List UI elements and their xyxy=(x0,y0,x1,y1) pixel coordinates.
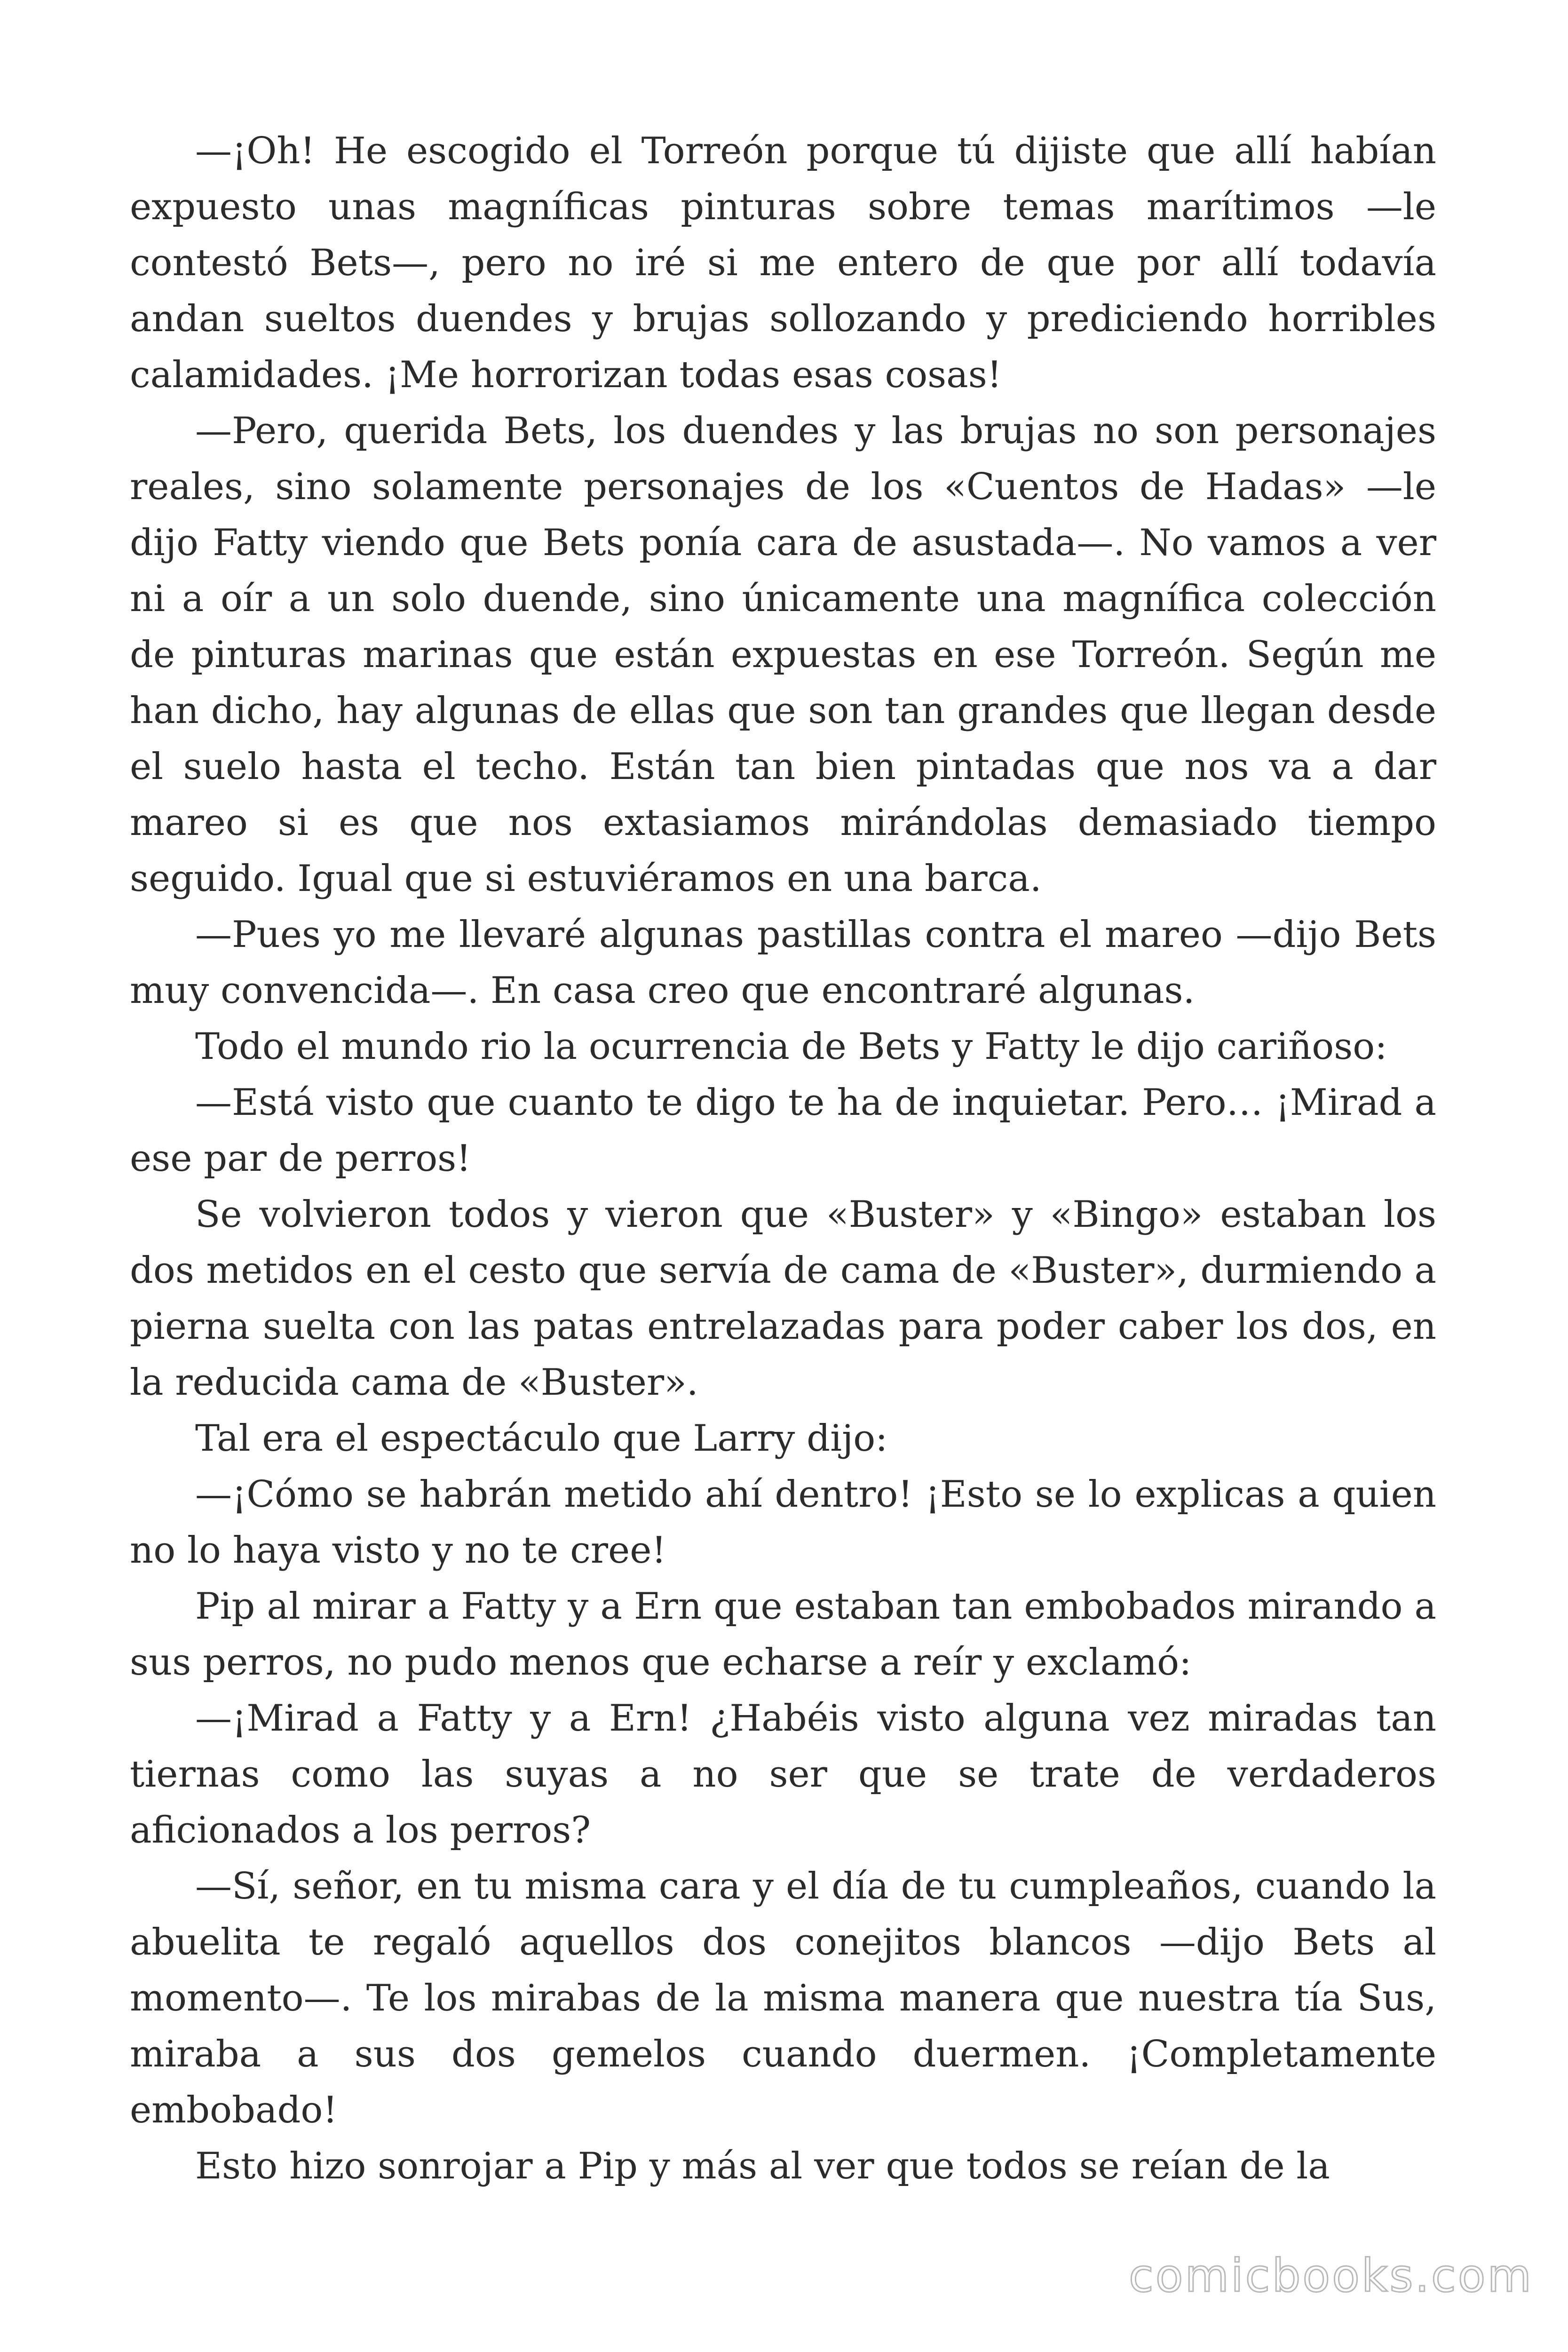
paragraph-7: Tal era el espectáculo que Larry dijo: xyxy=(195,1417,888,1460)
paragraph-10: —¡Mirad a Fatty y a Ern! ¿Habéis visto alguna vez miradas tan tiernas como las suyas a no ser que se trate de verdaderos aficionados a los perros? xyxy=(130,1697,1436,1851)
paragraph-3: —Pues yo me llevaré algunas pastillas contra el mareo —dijo Bets muy convencida—. En casa creo que encontraré algunas. xyxy=(130,914,1436,1012)
paragraph-4: Todo el mundo rio la ocurrencia de Bets y Fatty le dijo cariñoso: xyxy=(195,1025,1387,1068)
paragraph-6: Se volvieron todos y vieron que «Buster» y «Bingo» estaban los dos metidos en el cesto que servía de cama de «Buster», durmiendo a pierna suelta con las patas entrelazadas para poder caber los dos, en la reducida cama de «Buster». xyxy=(130,1193,1436,1404)
watermark-logo: comicbooks.com xyxy=(1128,2249,1533,2302)
body-text xyxy=(130,123,1436,2194)
paragraph-2: —Pero, querida Bets, los duendes y las brujas no son personajes reales, sino solamente personajes de los «Cuentos de Hadas» —le dijo Fatty viendo que Bets ponía cara de asustada—. No vamos a ver ni a oír a un solo duende, sino únicamente una magnífica colección de pinturas marinas que están expuestas en ese Torreón. Según me han dicho, hay algunas de ellas que son tan grandes que llegan desde el suelo hasta el techo. Están tan bien pintadas que nos va a dar mareo si es que nos extasiamos mirándolas demasiado tiempo seguido. Igual que si estuviéramos en una barca. xyxy=(130,410,1436,900)
paragraph-12: Esto hizo sonrojar a Pip y más al ver que todos se reían de la xyxy=(195,2145,1330,2187)
paragraph-11: —Sí, señor, en tu misma cara y el día de tu cumpleaños, cuando la abuelita te regaló aquellos dos conejitos blancos —dijo Bets al momento—. Te los mirabas de la misma manera que nuestra tía Sus, miraba a sus dos gemelos cuando duermen. ¡Completamente embobado! xyxy=(130,1865,1436,2131)
paragraph-1: —¡Oh! He escogido el Torreón porque tú dijiste que allí habían expuesto unas magníficas pinturas sobre temas marítimos —le contestó Bets—, pero no iré si me entero de que por allí todavía andan sueltos duendes y brujas sollozando y prediciendo horribles calamidades. ¡Me horrorizan todas esas cosas! xyxy=(130,130,1436,396)
paragraph-5: —Está visto que cuanto te digo te ha de inquietar. Pero… ¡Mirad a ese par de perros! xyxy=(130,1081,1436,1180)
paragraph-8: —¡Cómo se habrán metido ahí dentro! ¡Esto se lo explicas a quien no lo haya visto y no te cree! xyxy=(130,1473,1436,1572)
paragraph-9: Pip al mirar a Fatty y a Ern que estaban tan embobados mirando a sus perros, no pudo menos que echarse a reír y exclamó: xyxy=(130,1585,1436,1684)
